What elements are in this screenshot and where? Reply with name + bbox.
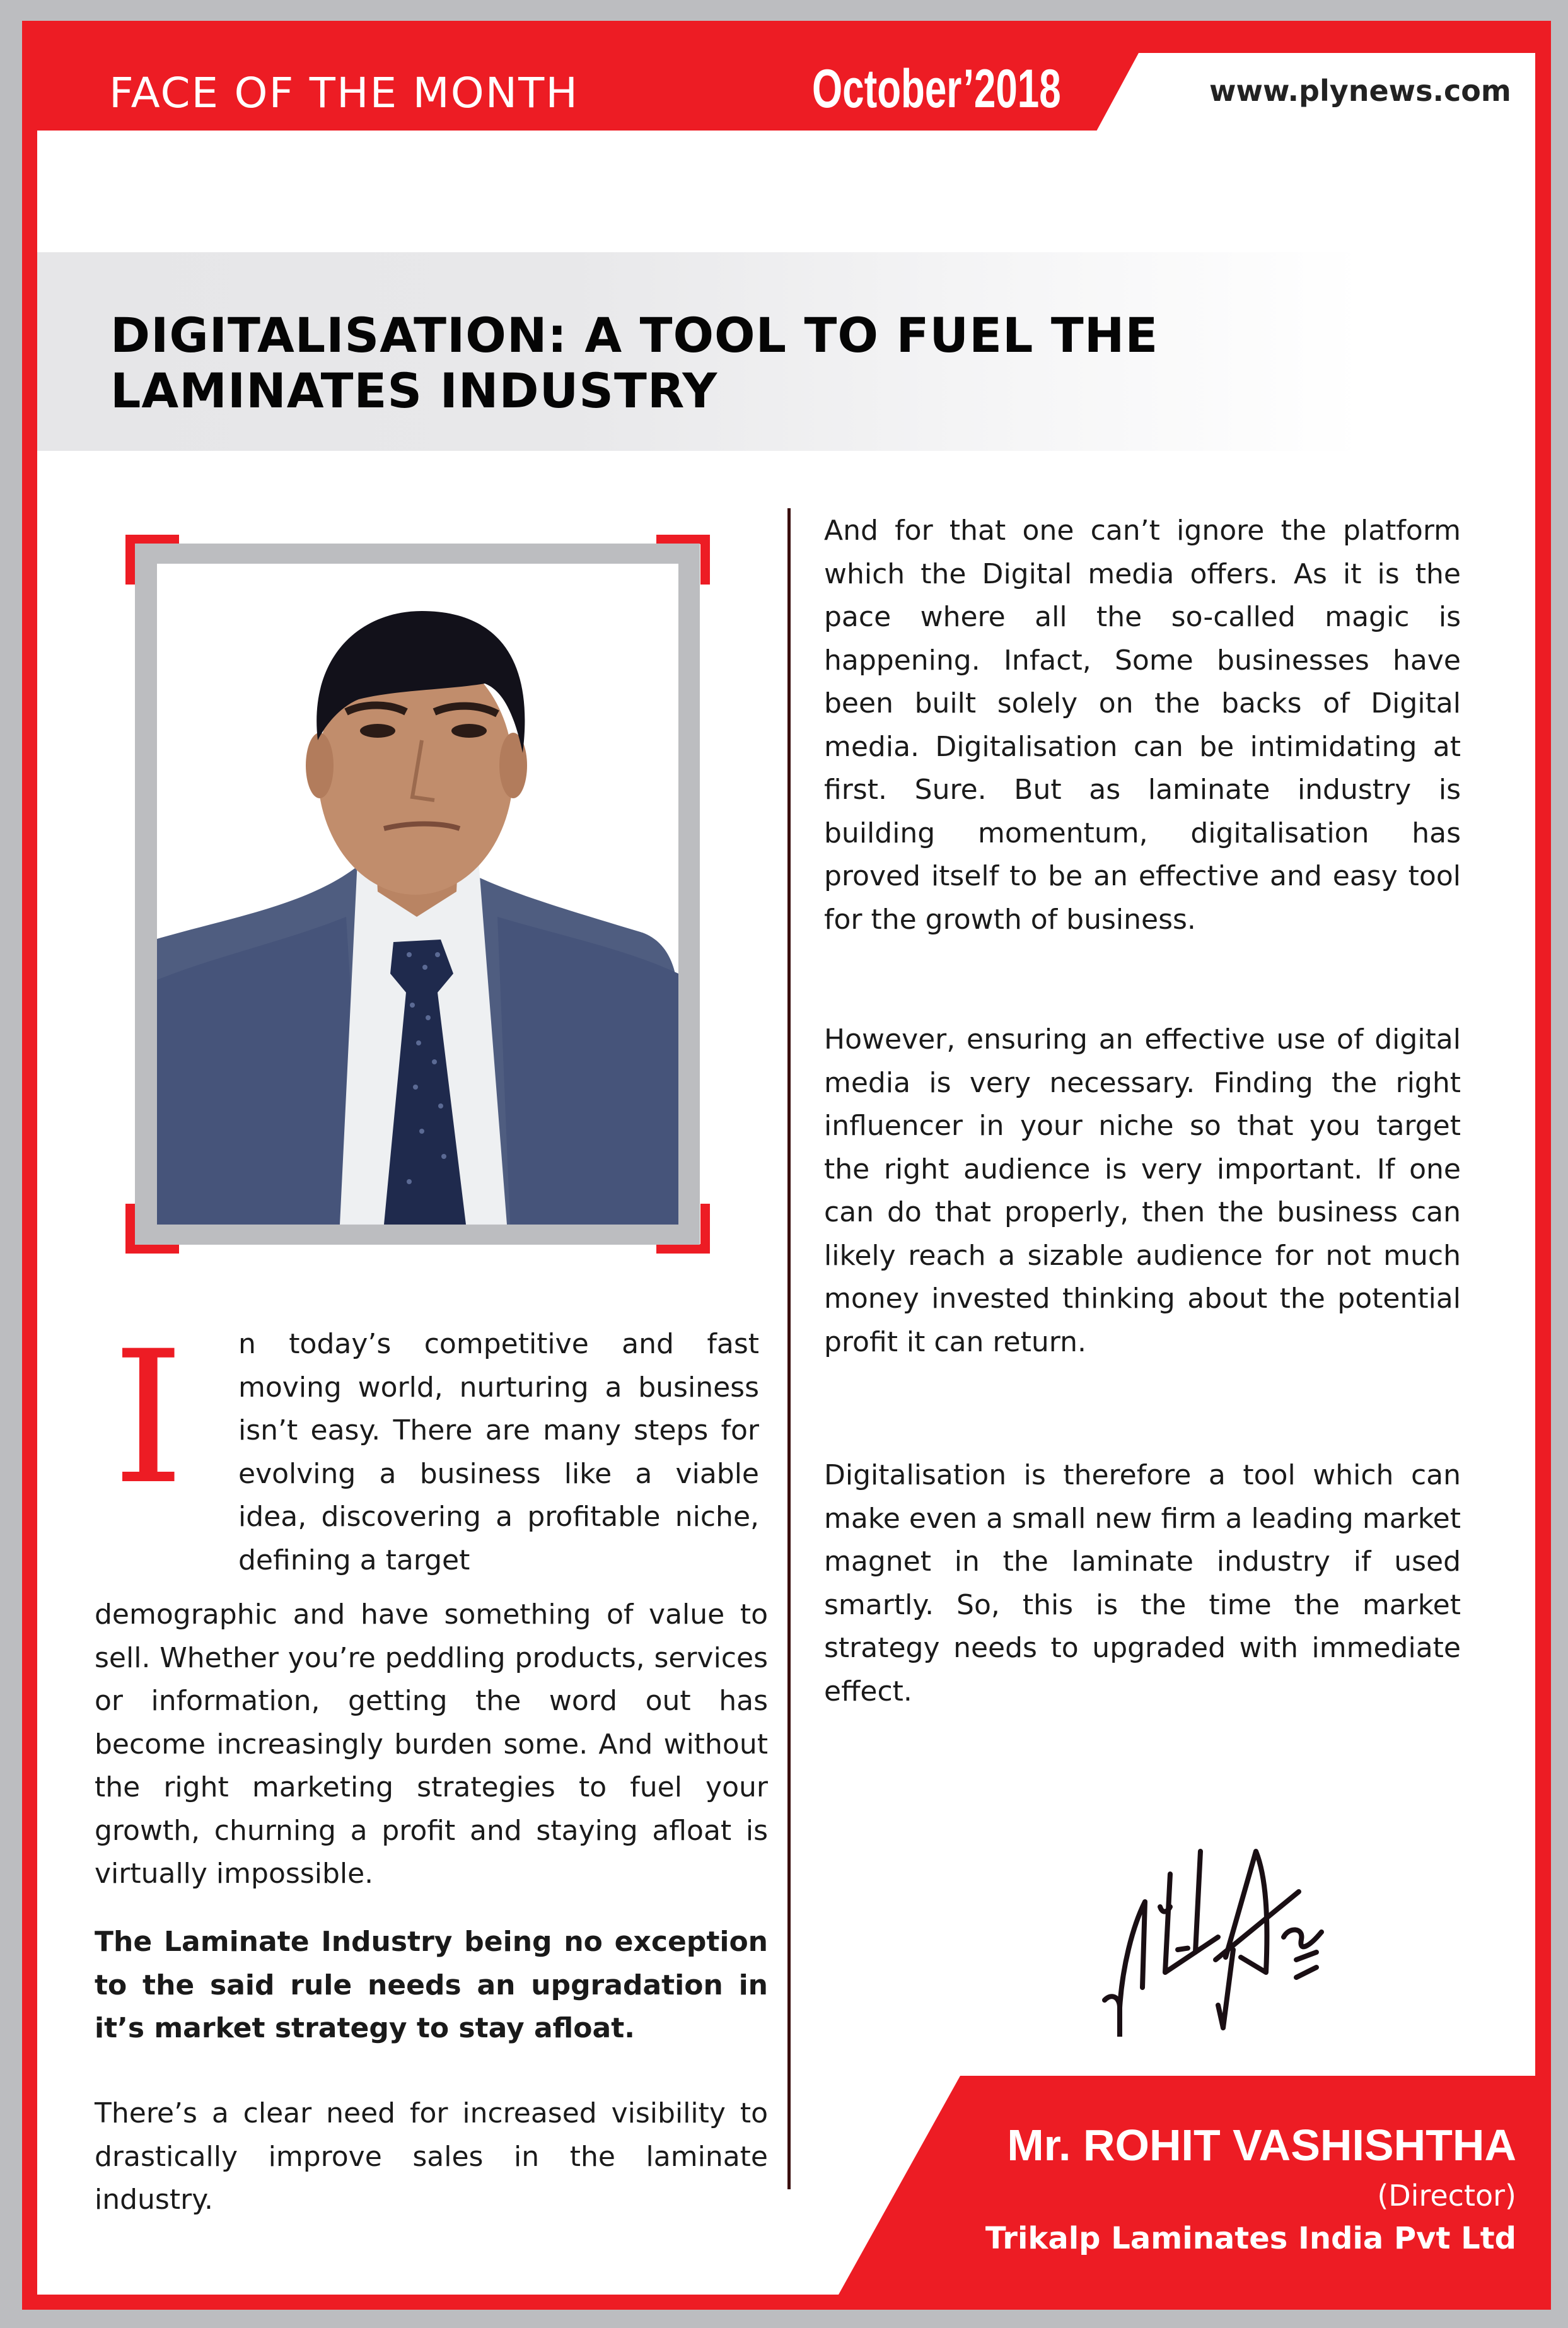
bold-statement: The Laminate Industry being no exception to the said rule needs an upgradation in it’s market strategy to stay afloat. bbox=[95, 1926, 768, 2044]
section-label: FACE OF THE MONTH bbox=[109, 69, 579, 117]
lead-paragraph: n today’s competitive and fast moving world, nurturing a business isn’t easy. There are many steps for evolving a business like a viable idea, discovering a profitable niche, defining a target bbox=[238, 1328, 759, 1576]
left-paragraph-3: There’s a clear need for increased visibility to drastically improve sales in the laminate industry. bbox=[95, 2097, 768, 2216]
website-link[interactable]: www.plynews.com bbox=[1209, 74, 1511, 108]
portrait-photo bbox=[157, 564, 678, 1225]
right-paragraph-2: However, ensuring an effective use of digital media is very necessary. Finding the right influencer in your niche so that you target the right audience is very important. If one can do that properly, then the business can likely reach a sizable audience for not much money invested thinking about the potential profit it can return. bbox=[824, 1023, 1461, 1358]
page-title bbox=[110, 308, 1158, 419]
person-name: Mr. ROHIT VASHISHTHA bbox=[1007, 2121, 1516, 2170]
issue-date: October’2018 bbox=[812, 59, 1061, 119]
drop-cap: I bbox=[112, 1312, 185, 1525]
right-paragraph-1: And for that one can’t ignore the platform which the Digital media offers. As it is the pace where all the so-called magic is happening. Infact, Some businesses have been built solely on the backs of Digital media. Digitalisation can be intimidating at first. Sure. But as laminate industry is building momentum, digitalisation has proved itself to be an effective and easy tool for the growth of business. bbox=[824, 515, 1461, 936]
headline-line-1: DIGITALISATION: A TOOL TO FUEL THE bbox=[110, 307, 1159, 363]
lead-paragraph-continued: demographic and have something of value to sell. Whether you’re peddling products, services or information, getting the word out has become increasingly burden some. And without the right marketing strategies to fuel your growth, churning a profit and staying afloat is virtually impossible. bbox=[95, 1598, 768, 1890]
headline-line-2: LAMINATES INDUSTRY bbox=[110, 363, 718, 419]
company-name: Trikalp Laminates India Pvt Ltd bbox=[985, 2221, 1516, 2256]
right-paragraph-3: Digitalisation is therefore a tool which can make even a small new firm a leading market magnet in the laminate industry if used smartly. So, this is the time the market strategy needs to upgraded with immediate effect. bbox=[824, 1459, 1461, 1708]
column-divider bbox=[787, 508, 791, 2189]
person-portrait-icon bbox=[157, 564, 678, 1225]
person-title: (Director) bbox=[1377, 2179, 1516, 2213]
signature-icon bbox=[1072, 1797, 1374, 2037]
